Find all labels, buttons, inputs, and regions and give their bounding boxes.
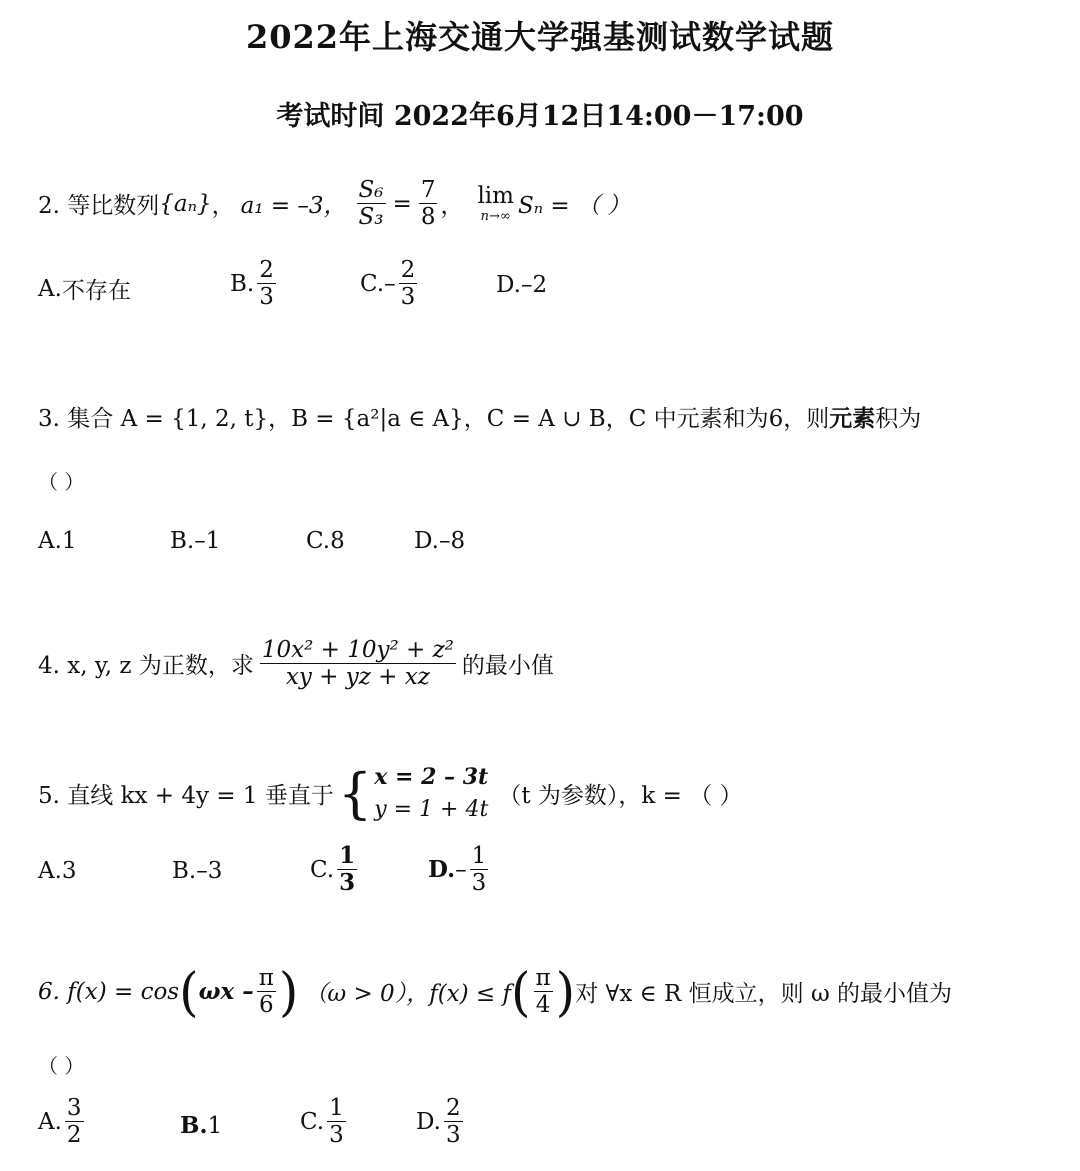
option-text: 不存在: [61, 278, 131, 304]
q6-option-a: [38, 1096, 87, 1147]
option-text: –2: [520, 272, 548, 298]
option-label: A.: [38, 858, 62, 884]
q6-open-paren: (: [179, 961, 199, 1023]
q4-tail: 的最小值: [461, 653, 554, 680]
option-fraction: [399, 258, 418, 309]
option-label: C.: [300, 1108, 325, 1135]
question-3: [38, 400, 921, 433]
option-text: –1: [194, 528, 221, 554]
fraction-denominator: 4: [535, 992, 551, 1019]
q2-option-b: [230, 258, 279, 309]
q3-option-d: [414, 528, 465, 554]
exam-time: 考试时间 2022年6月12日14:00－17:00: [276, 101, 804, 132]
q2-comma: ，: [211, 193, 235, 220]
q6-close-paren-2: ): [555, 961, 576, 1023]
q6-inner: ωx –: [198, 978, 254, 1006]
option-fraction: [327, 1096, 346, 1147]
q2-limit: [477, 182, 514, 224]
option-text: –3: [196, 858, 223, 884]
fraction-denominator: 3: [471, 870, 487, 897]
q3-text: 3. 集合 A = {1, 2, t}，B = {a²|a ∈ A}，C = A ∪ B，C 中元素和为6，则: [38, 406, 830, 432]
question-6: [38, 961, 953, 1023]
q5-option-a: [38, 858, 77, 884]
option-fraction: [65, 1096, 84, 1147]
option-label: D.: [416, 1108, 441, 1135]
option-text: 1: [207, 1112, 223, 1139]
q2-equals: =: [392, 190, 412, 217]
question-2: [38, 178, 630, 229]
option-label: D.: [496, 272, 521, 298]
q5-eq-x: x = 2 – 3t: [374, 764, 489, 790]
q4-numerator: 10x² + 10y² + z²: [261, 637, 454, 663]
q2-value-denominator: 8: [420, 204, 436, 231]
option-label: C.: [360, 270, 385, 297]
q6-blank: （ ）: [38, 1054, 85, 1078]
q6-option-b: [180, 1112, 222, 1139]
q2-tail: Sₙ = （ ）: [517, 193, 631, 220]
q3-tail: 积为: [875, 406, 922, 432]
option-label: A.: [38, 1108, 62, 1135]
q2-option-a: [38, 272, 131, 305]
option-label: B.: [172, 858, 197, 884]
q3-option-a: [38, 528, 77, 554]
option-label: A.: [38, 528, 62, 554]
q2-sequence: {aₙ}: [159, 190, 212, 217]
q2-ratio-numerator: S₆: [358, 177, 384, 203]
option-label: B.: [170, 528, 195, 554]
option-fraction: [470, 844, 489, 895]
option-text: 3: [61, 858, 77, 884]
fraction-denominator: 3: [329, 1122, 344, 1149]
option-label: B.: [230, 270, 255, 297]
fraction-denominator: 3: [339, 869, 356, 897]
fraction-denominator: 2: [66, 1122, 82, 1149]
q6-pi-fraction: [257, 966, 276, 1017]
q6-open-paren-2: (: [511, 961, 531, 1023]
q6-tail: 对 ∀x ∈ R 恒成立，则 ω 的最小值为: [575, 981, 953, 1008]
q3-option-c: [306, 528, 345, 554]
option-label: C.: [310, 856, 335, 883]
fraction-numerator: 1: [339, 842, 356, 869]
q2-condition: a₁ = –3，: [240, 193, 347, 220]
fraction-denominator: 3: [445, 1122, 461, 1149]
option-text: –8: [438, 528, 466, 554]
q2-limit-word: lim: [477, 182, 514, 209]
q2-value-fraction: [419, 178, 438, 229]
option-label: B.: [180, 1112, 208, 1139]
q6-option-c: [300, 1096, 349, 1147]
fraction-numerator: π: [535, 965, 551, 991]
fraction-numerator: 1: [471, 843, 487, 869]
fraction-numerator: π: [258, 965, 274, 991]
question-5: [38, 762, 743, 826]
q6-pi-fraction-2: [534, 966, 553, 1017]
q6-close-paren: ): [278, 961, 299, 1023]
option-label: C.: [306, 528, 331, 554]
q5-tail: （t 为参数），k = （ ）: [498, 783, 743, 810]
q5-brace: {: [337, 761, 373, 825]
option-text: 8: [330, 528, 345, 554]
q4-prefix: 4. x, y, z 为正数，求: [38, 653, 254, 680]
option-sign: –: [384, 270, 396, 297]
q6-prefix: 6. f(x) = cos: [38, 978, 180, 1005]
q2-ratio-denominator: S₃: [358, 204, 384, 231]
fraction-denominator: 6: [259, 992, 274, 1019]
q4-denominator: xy + yz + xz: [285, 664, 430, 691]
q5-parametric-system: [374, 762, 488, 826]
q5-option-c: [310, 844, 360, 895]
option-fraction: [257, 258, 276, 309]
question-4: [38, 638, 554, 689]
q6-option-d: [416, 1096, 466, 1147]
fraction-numerator: 2: [400, 257, 416, 283]
page-title: 2022年上海交通大学强基测试数学试题: [245, 18, 835, 56]
q2-limit-subscript: n→∞: [480, 208, 511, 224]
q5-prefix: 5. 直线 kx + 4y = 1 垂直于: [38, 783, 334, 810]
q3-bold-word: 元素: [829, 405, 876, 432]
option-text: 1: [61, 528, 77, 554]
fraction-denominator: 3: [259, 284, 274, 311]
q4-fraction: [260, 638, 456, 689]
option-fraction: [444, 1096, 463, 1147]
q5-eq-y: y = 1 + 4t: [374, 796, 489, 822]
q5-option-d: [428, 844, 491, 895]
q3-blank: （ ）: [38, 470, 85, 494]
fraction-numerator: 3: [66, 1095, 82, 1121]
option-label: D.: [428, 856, 456, 884]
fraction-numerator: 2: [445, 1095, 461, 1121]
q2-ratio-fraction: [357, 178, 386, 229]
fraction-numerator: 1: [329, 1095, 344, 1121]
q2-value-numerator: 7: [420, 177, 436, 203]
fraction-numerator: 2: [259, 257, 274, 283]
option-label: D.: [414, 528, 439, 554]
q5-option-b: [172, 858, 222, 884]
q2-option-c: [360, 258, 420, 309]
q6-mid: （ω > 0），f(x) ≤ f: [304, 981, 512, 1008]
q2-comma-2: ，: [440, 193, 464, 220]
q2-prefix: 2. 等比数列: [38, 193, 160, 220]
fraction-denominator: 3: [400, 284, 416, 311]
q2-option-d: [496, 272, 547, 298]
option-label: A.: [38, 275, 62, 302]
option-sign: –: [455, 856, 467, 883]
q3-option-b: [170, 528, 220, 554]
option-fraction: [337, 844, 357, 895]
